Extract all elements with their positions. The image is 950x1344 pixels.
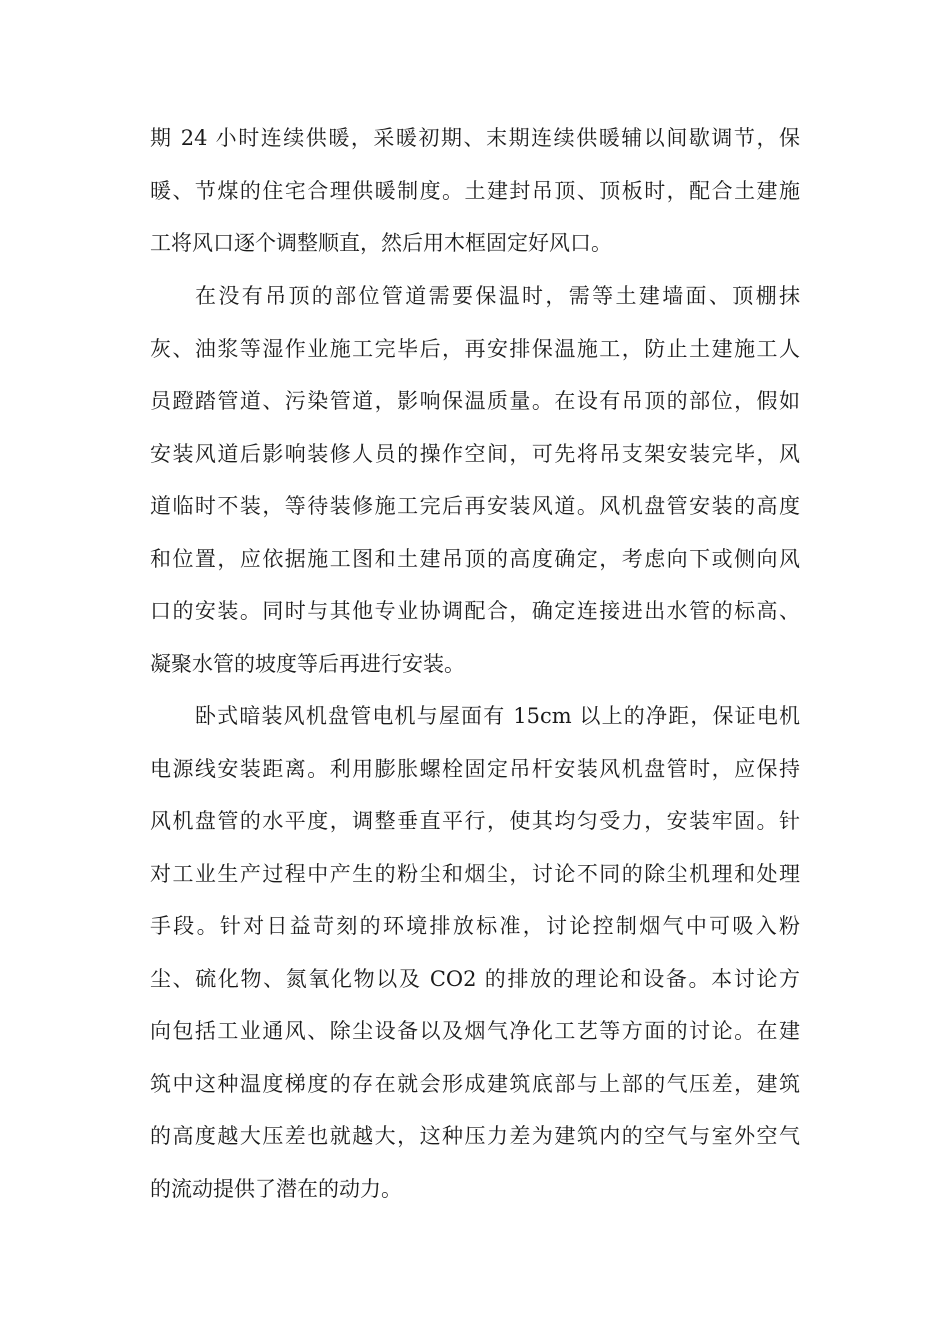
text-line: 在没有吊顶的部位管道需要保温时，需等土建墙面、顶棚抹 [195, 284, 800, 308]
text-line: 的高度越大压差也就越大，这种压力差为建筑内的空气与室外空气 [150, 1124, 800, 1148]
text-line: 向包括工业通风、除尘设备以及烟气净化工艺等方面的讨论。在建 [150, 1019, 800, 1043]
text-line: 尘、硫化物、氮氧化物以及 CO2 的排放的理论和设备。本讨论方 [150, 966, 800, 991]
text-line: 工将风口逐个调整顺直，然后用木框固定好风口。 [150, 231, 612, 255]
text-line: 安装风道后影响装修人员的操作空间，可先将吊支架安装完毕，风 [150, 441, 800, 466]
text-line: 风机盘管的水平度，调整垂直平行，使其均匀受力，安装牢固。针 [150, 809, 800, 833]
paragraph-2 [150, 270, 800, 690]
text-line: 凝聚水管的坡度等后再进行安装。 [150, 651, 465, 676]
text-line: 期 24 小时连续供暖，采暖初期、末期连续供暖辅以间歇调节，保 [150, 126, 800, 150]
text-line: 的流动提供了潜在的动力。 [150, 1176, 402, 1201]
text-line: 电源线安装距离。利用膨胀螺栓固定吊杆安装风机盘管时，应保持 [150, 756, 800, 781]
text-line: 灰、油浆等湿作业施工完毕后，再安排保温施工，防止土建施工人 [150, 336, 800, 361]
text-line: 筑中这种温度梯度的存在就会形成建筑底部与上部的气压差，建筑 [150, 1071, 800, 1096]
text-line: 暖、节煤的住宅合理供暖制度。土建封吊顶、顶板时，配合土建施 [150, 178, 800, 203]
text-line: 员蹬踏管道、污染管道，影响保温质量。在设有吊顶的部位，假如 [150, 389, 800, 413]
text-line: 和位置，应依据施工图和土建吊顶的高度确定，考虑向下或侧向风 [150, 546, 800, 571]
text-line: 口的安装。同时与其他专业协调配合，确定连接进出水管的标高、 [150, 599, 800, 623]
text-line: 对工业生产过程中产生的粉尘和烟尘，讨论不同的除尘机理和处理 [150, 861, 800, 886]
paragraph-3 [150, 690, 800, 1215]
text-line: 卧式暗装风机盘管电机与屋面有 15cm 以上的净距，保证电机 [195, 704, 800, 728]
text-line: 道临时不装，等待装修施工完后再安装风道。风机盘管安装的高度 [150, 494, 800, 518]
text-line: 手段。针对日益苛刻的环境排放标准，讨论控制烟气中可吸入粉 [150, 914, 800, 938]
paragraph-1 [150, 112, 800, 270]
